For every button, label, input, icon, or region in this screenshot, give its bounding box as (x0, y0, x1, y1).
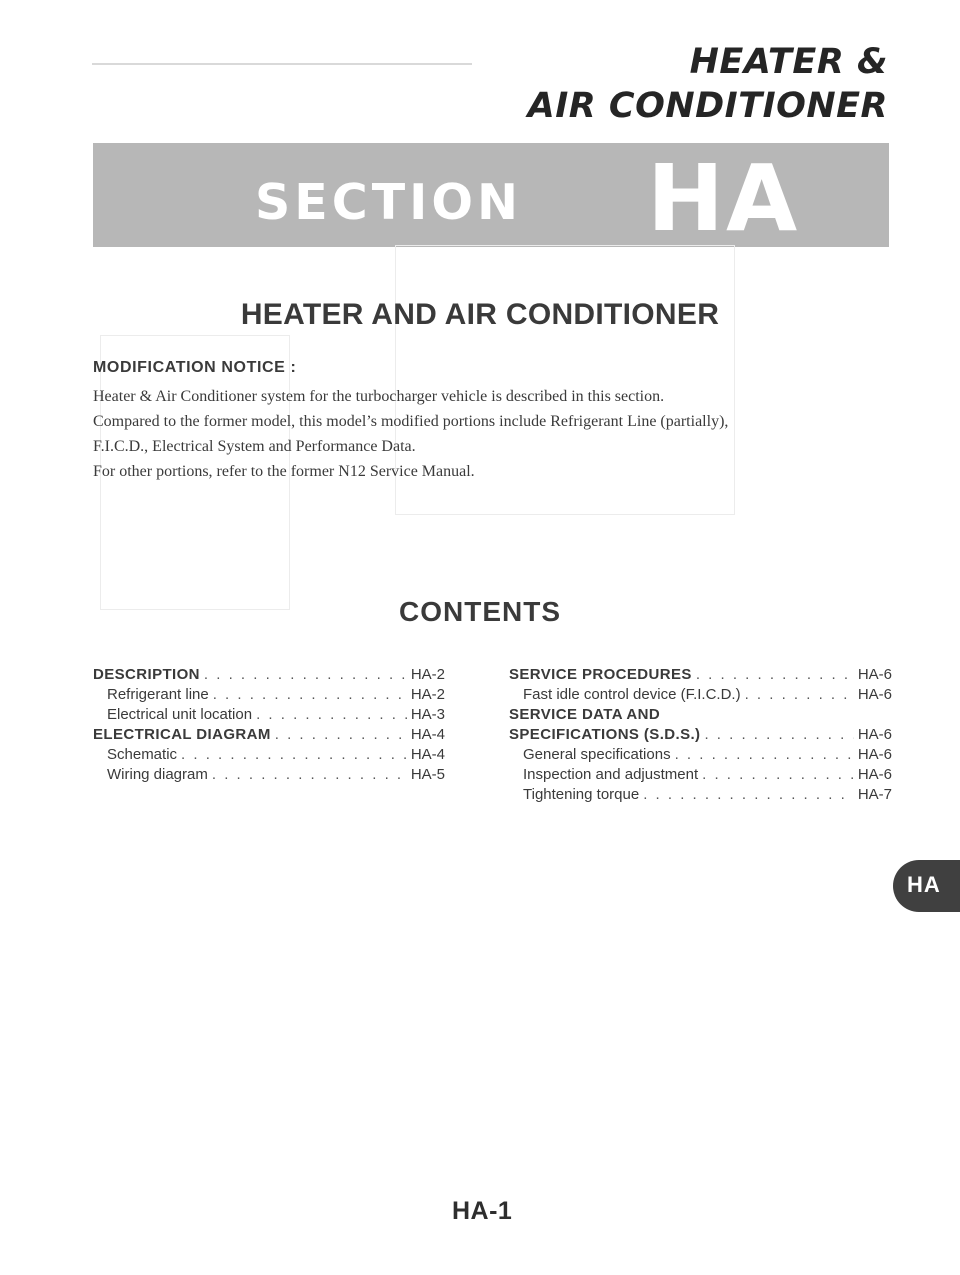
toc-entry-title: Schematic (107, 746, 178, 763)
toc-entry-title: ELECTRICAL DIAGRAM (93, 726, 271, 743)
toc-left-column (93, 665, 445, 785)
toc-entry[interactable] (509, 685, 892, 705)
toc-entry-title: Electrical unit location (107, 706, 253, 723)
toc-entry[interactable] (93, 685, 445, 705)
toc-entry-page: HA-5 (410, 766, 445, 783)
toc-leader-dots (213, 685, 407, 705)
page-number: HA-1 (452, 1197, 513, 1225)
title-line-1: HEATER & (689, 42, 888, 82)
contents-heading: CONTENTS (399, 596, 561, 627)
toc-entry[interactable] (509, 765, 892, 785)
toc-entry-page: HA-4 (410, 726, 445, 743)
notice-body (93, 384, 728, 484)
toc-right-column (509, 665, 892, 805)
toc-entry-title: SERVICE DATA AND (509, 706, 661, 723)
toc-leader-dots (675, 745, 854, 765)
notice-title: MODIFICATION NOTICE : (93, 359, 297, 376)
toc-leader-dots (212, 765, 407, 785)
toc-entry-title: DESCRIPTION (93, 666, 200, 683)
toc-entry[interactable] (509, 745, 892, 765)
main-heading: HEATER AND AIR CONDITIONER (240, 298, 720, 331)
toc-entry-page: HA-6 (857, 686, 892, 703)
toc-entry-title: Wiring diagram (107, 766, 208, 783)
toc-leader-dots (745, 685, 854, 705)
notice-line: F.I.C.D., Electrical System and Performance Data. (93, 438, 416, 455)
toc-entry-page: HA-6 (857, 746, 892, 763)
toc-leader-dots (256, 705, 407, 725)
toc-leader-dots (275, 725, 407, 745)
toc-entry-page: HA-6 (857, 726, 892, 743)
notice-line: Heater & Air Conditioner system for the turbocharger vehicle is described in this section. (93, 388, 665, 405)
toc-leader-dots (204, 665, 407, 685)
toc-entry-page: HA-2 (410, 686, 445, 703)
page-title (528, 40, 888, 128)
section-tab-label: HA (907, 872, 941, 897)
toc-entry-title: Fast idle control device (F.I.C.D.) (523, 686, 741, 703)
toc-entry[interactable] (93, 745, 445, 765)
toc-leader-dots (704, 725, 853, 745)
section-tab[interactable] (893, 860, 960, 912)
toc-leader-dots (181, 745, 407, 765)
toc-entry[interactable] (93, 765, 445, 785)
section-banner (93, 143, 889, 247)
notice-line: For other portions, refer to the former N12 Service Manual. (93, 463, 475, 480)
toc-entry[interactable] (93, 725, 445, 745)
toc-entry[interactable] (509, 705, 892, 725)
toc-entry-page: HA-7 (857, 786, 892, 803)
toc-entry-title: General specifications (523, 746, 671, 763)
toc-leader-dots (643, 785, 854, 805)
toc-entry-title: SERVICE PROCEDURES (509, 666, 692, 683)
toc-entry[interactable] (509, 725, 892, 745)
toc-entry-title: SPECIFICATIONS (S.D.S.) (509, 726, 701, 743)
toc-leader-dots (702, 765, 854, 785)
notice-line: Compared to the former model, this model’s modified portions include Refrigerant Line (partially), (93, 413, 729, 430)
header-rule (92, 63, 472, 65)
toc-entry-page: HA-6 (857, 666, 892, 683)
toc-entry-page: HA-3 (410, 706, 445, 723)
toc-entry[interactable] (93, 665, 445, 685)
section-word: SECTION (255, 174, 523, 231)
toc-entry-title: Tightening torque (523, 786, 640, 803)
toc-leader-dots (696, 665, 854, 685)
toc-entry-title: Refrigerant line (107, 686, 209, 703)
toc-entry[interactable] (509, 665, 892, 685)
toc-entry-page: HA-2 (410, 666, 445, 683)
toc-entry[interactable] (93, 705, 445, 725)
title-line-2: AIR CONDITIONER (527, 86, 888, 126)
toc-entry-title: Inspection and adjustment (523, 766, 699, 783)
toc-entry-page: HA-4 (410, 746, 445, 763)
toc-entry[interactable] (509, 785, 892, 805)
toc-entry-page: HA-6 (857, 766, 892, 783)
section-code: HA (647, 145, 800, 247)
